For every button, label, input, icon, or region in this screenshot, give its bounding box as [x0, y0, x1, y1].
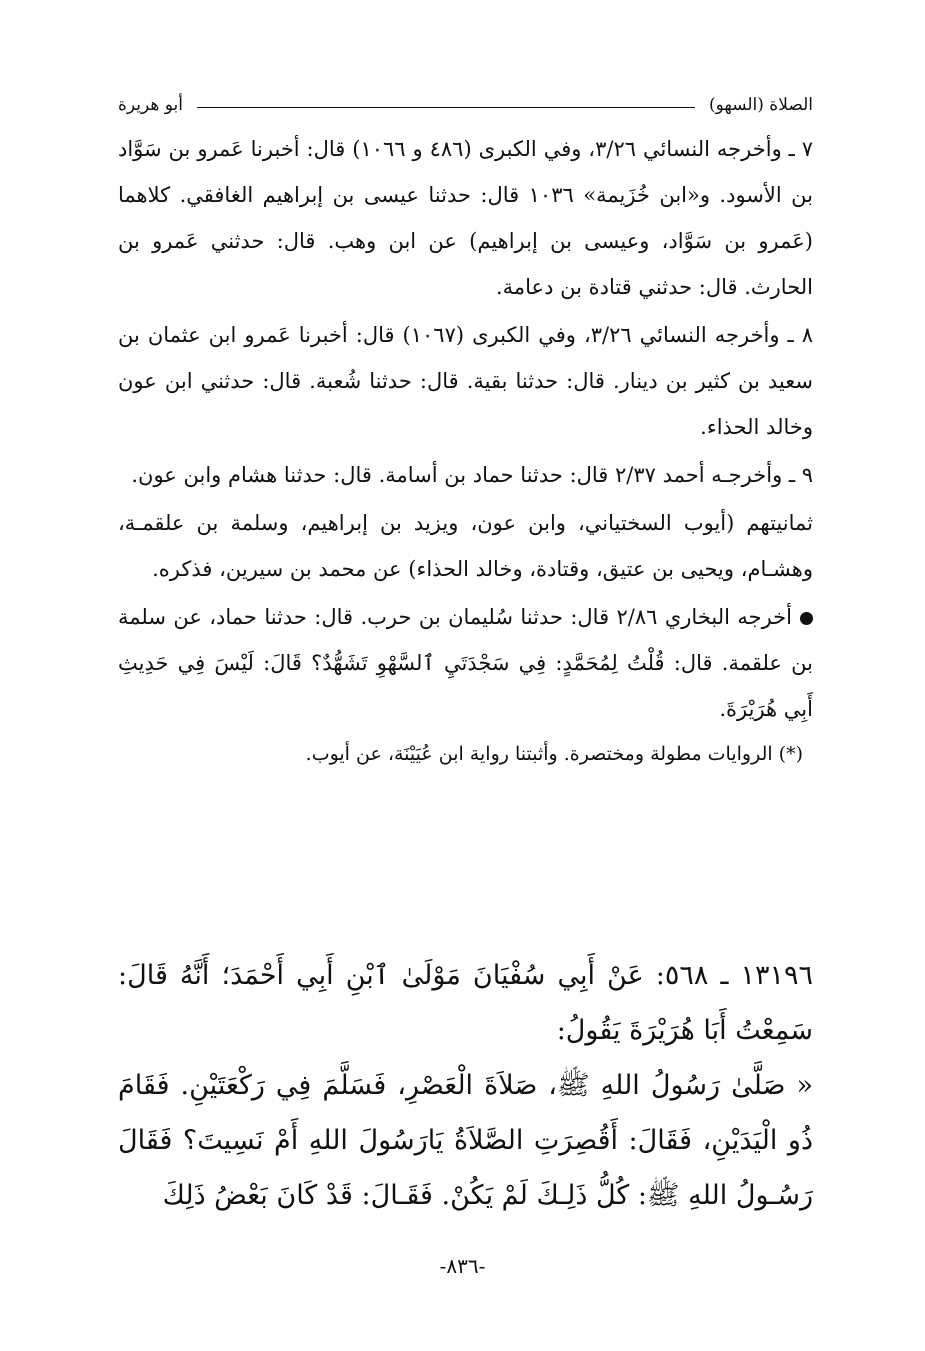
note-star: (*) الروايات مطولة ومختصرة. وأثبتنا رواية ابن عُيَيْنَة، عن أيوب. [305, 743, 803, 765]
note-7: ٧ ـ وأخرجه النسائي ٣/٢٦، وفي الكبرى (٤٨٦ و ١٠٦٦) قال: أخبرنا عَمرو بن سَوَّاد بن الأسود. و«ابن خُزَيمة» ١٠٣٦ قال: حدثنا عيسى بن إبراهيم الغافقي. كلاهما (عَمرو بن سَوَّاد، وعيسى بن إبراهيم) عن ابن وهب. قال: حدثني عَمرو بن الحارث. قال: حدثني قتادة بن دعامة. [118, 137, 814, 299]
header-narrator-title: أبو هريرة [118, 95, 184, 115]
note-summary: ثمانيتهم (أيوب السختياني، وابن عون، ويزيد بن إبراهيم، وسلمة بن علقمـة، وهشـام، ويحيى بن عتيق، وقتادة، وخالد الحذاء) عن محمد بن سيرين، فذكره. [118, 511, 813, 581]
page-number: -٨٣٦- [439, 1254, 486, 1278]
hadith-header [118, 948, 813, 1058]
footnotes-section [118, 126, 813, 774]
header-chapter-title: الصلاة (السهو) [708, 95, 813, 115]
bullet-icon [800, 612, 813, 625]
header-rule [197, 107, 695, 108]
note-8: ٨ ـ وأخرجه النسائي ٣/٢٦، وفي الكبرى (١٠٦٧) قال: أخبرنا عَمرو ابن عثمان بن سعيد بن كثير بن دينار. قال: حدثنا بقية. قال: حدثنا شُعبة. قال: حدثني ابن عون وخالد الحذاء. [118, 323, 813, 439]
running-header [118, 88, 813, 122]
hadith-number: ١٣١٩٦ ـ ٥٦٨: [655, 960, 813, 991]
note-9: ٩ ـ وأخرجـه أحمد ٢/٣٧ قال: حدثنا حماد بن أسامة. قال: حدثنا هشام وابن عون. [131, 463, 813, 487]
hadith-text: « صَلَّىٰ رَسُولُ اللهِ ﷺ، صَلاَةَ الْعَصْرِ، فَسَلَّمَ فِي رَكْعَتَيْنِ. فَقَامَ ذُو الْيَدَيْنِ، فَقَالَ: أَقُصِرَتِ الصَّلاَةُ يَارَسُولَ اللهِ أَمْ نَسِيتَ؟ فَقَالَ رَسُـولُ اللهِ ﷺ: كُلُّ ذَلِـكَ لَمْ يَكُنْ. فَقَـالَ: قَدْ كَانَ بَعْضُ ذَلِكَ [118, 1070, 813, 1211]
hadith-section [118, 948, 813, 1223]
note-bukhari [118, 594, 813, 732]
hadith-intro: عَنْ أَبِي سُفْيَانَ مَوْلَىٰ ٱبْنِ أَبِي أَحْمَدَ؛ أَنَّهُ قَالَ: سَمِعْتُ أَبَا هُرَيْرَةَ يَقُولُ: [118, 960, 813, 1046]
note-bukhari-text: أخرجه البخاري ٢/٨٦ قال: حدثنا سُليمان بن حرب. قال: حدثنا حماد، عن سلمة بن علقمة. قال: قُلْتُ لِمُحَمَّدٍ: فِي سَجْدَتَيِ ٱلسَّهْوِ تَشَهُّدٌ؟ قَالَ: لَيْسَ فِي حَدِيثِ أَبِي هُرَيْرَةَ. [118, 605, 813, 721]
